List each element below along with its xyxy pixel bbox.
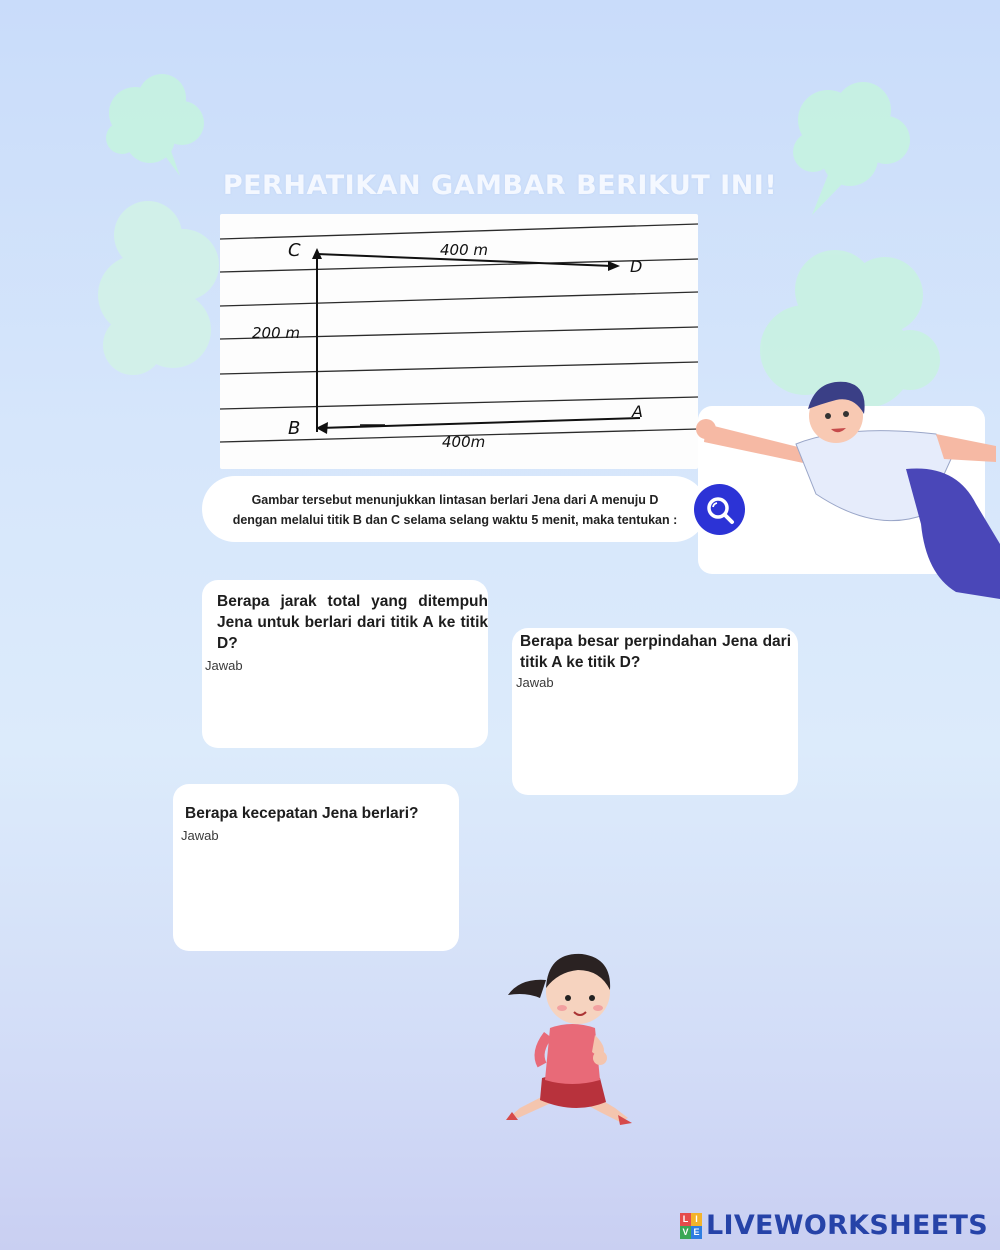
question-2-line-1: Berapa besar perpindahan Jena dari <box>520 633 791 650</box>
question-1-line-1: Berapa jarak total yang ditempuh <box>217 593 488 610</box>
description-text <box>215 490 695 530</box>
question-3-text <box>185 803 456 824</box>
answer-label-1: Jawab <box>205 658 243 673</box>
question-3-line-1: Berapa kecepatan Jena berlari? <box>185 805 419 822</box>
brand-logo[interactable] <box>680 1210 988 1241</box>
distance-side: 200 m <box>252 324 301 342</box>
label-b: B <box>288 418 301 439</box>
distance-top: 400 m <box>440 241 489 259</box>
question-1-line-2: Jena untuk berlari dari titik A ke titik <box>217 614 488 631</box>
question-1-text <box>217 591 488 654</box>
answer-input-1[interactable] <box>208 678 484 740</box>
running-girl-illustration <box>500 940 640 1130</box>
trajectory-figure <box>220 214 698 469</box>
answer-label-2: Jawab <box>516 675 554 690</box>
question-2-line-2: titik A ke titik D? <box>520 654 641 671</box>
label-a: A <box>632 402 643 421</box>
description-line-2: dengan melalui titik B dan C selama selang waktu 5 menit, maka tentukan : <box>232 513 678 527</box>
answer-input-3[interactable] <box>180 848 456 945</box>
answer-input-2[interactable] <box>518 695 794 787</box>
flying-boy-illustration <box>696 374 1000 604</box>
question-1-line-3: D? <box>217 635 238 652</box>
page-title: PERHATIKAN GAMBAR BERIKUT INI! <box>222 170 778 201</box>
cloud-decoration <box>88 195 228 385</box>
label-c: C <box>288 240 301 261</box>
description-line-1: Gambar tersebut menunjukkan lintasan berlari Jena dari A menuju D <box>251 493 659 507</box>
label-d: D <box>630 257 643 276</box>
answer-label-3: Jawab <box>181 828 219 843</box>
question-2-text <box>520 631 791 673</box>
liveworksheets-icon: L I V E <box>680 1213 702 1239</box>
brand-text: LIVEWORKSHEETS <box>705 1210 988 1241</box>
distance-bottom: 400m <box>442 433 486 451</box>
cloud-decoration <box>100 68 210 178</box>
